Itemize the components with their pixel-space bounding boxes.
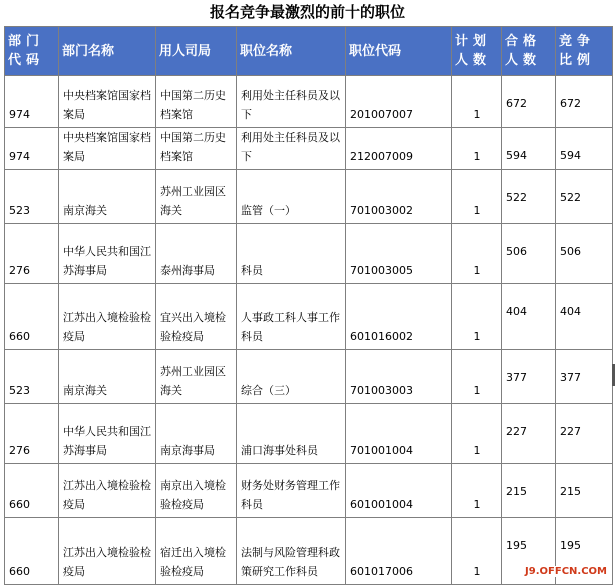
- table-row: [5, 128, 613, 170]
- cell-qualified-count: 672: [502, 76, 556, 128]
- table-row: [5, 350, 613, 404]
- cell-competition-ratio: 522: [556, 170, 613, 224]
- cell-plan-count: 1: [452, 284, 502, 350]
- cell-bureau: 南京出入境检验检疫局: [156, 464, 237, 518]
- cell-plan-count: 1: [452, 518, 502, 585]
- cell-position-code: 201007007: [346, 76, 452, 128]
- cell-qualified-count: 195: [502, 518, 556, 585]
- cell-position-name: 财务处财务管理工作科员: [237, 464, 346, 518]
- cell-dept-name: 中华人民共和国江苏海事局: [59, 224, 156, 284]
- cell-dept-name: 江苏出入境检验检疫局: [59, 464, 156, 518]
- table-body: [5, 76, 613, 585]
- cell-plan-count: 1: [452, 404, 502, 464]
- cell-bureau: 南京海事局: [156, 404, 237, 464]
- cell-bureau: 中国第二历史档案馆: [156, 76, 237, 128]
- cell-plan-count: 1: [452, 128, 502, 170]
- cell-position-code: 212007009: [346, 128, 452, 170]
- cell-dept-name: 江苏出入境检验检疫局: [59, 284, 156, 350]
- cell-competition-ratio: 506: [556, 224, 613, 284]
- cell-competition-ratio: 377: [556, 350, 613, 404]
- cell-qualified-count: 506: [502, 224, 556, 284]
- cell-plan-count: 1: [452, 170, 502, 224]
- table-row: [5, 76, 613, 128]
- header-plan-count: 计划人数: [452, 27, 502, 76]
- cell-qualified-count: 522: [502, 170, 556, 224]
- cell-dept-code: 974: [5, 128, 59, 170]
- cell-bureau: 苏州工业园区海关: [156, 170, 237, 224]
- cell-plan-count: 1: [452, 76, 502, 128]
- site-watermark: J9.OFFCN.COM: [525, 566, 607, 577]
- cell-position-name: 利用处主任科员及以下: [237, 128, 346, 170]
- cell-dept-name: 中央档案馆国家档案局: [59, 76, 156, 128]
- header-position-name: 职位名称: [237, 27, 346, 76]
- cell-dept-name: 南京海关: [59, 350, 156, 404]
- cell-bureau: 苏州工业园区海关: [156, 350, 237, 404]
- table-row: [5, 170, 613, 224]
- cell-dept-name: 中华人民共和国江苏海事局: [59, 404, 156, 464]
- cell-position-code: 601016002: [346, 284, 452, 350]
- cell-position-code: 601001004: [346, 464, 452, 518]
- cell-position-name: 法制与风险管理科政策研究工作科员: [237, 518, 346, 585]
- cell-dept-code: 660: [5, 518, 59, 585]
- cell-qualified-count: 227: [502, 404, 556, 464]
- cell-dept-code: 276: [5, 404, 59, 464]
- cell-dept-name: 南京海关: [59, 170, 156, 224]
- cell-dept-code: 276: [5, 224, 59, 284]
- cell-bureau: 宿迁出入境检验检疫局: [156, 518, 237, 585]
- cell-dept-code: 660: [5, 464, 59, 518]
- cell-bureau: 泰州海事局: [156, 224, 237, 284]
- table-row: [5, 284, 613, 350]
- cell-position-name: 科员: [237, 224, 346, 284]
- header-bureau: 用人司局: [156, 27, 237, 76]
- header-dept-name: 部门名称: [59, 27, 156, 76]
- table-header-row: [5, 27, 613, 76]
- cell-position-name: 人事政工科人事工作科员: [237, 284, 346, 350]
- cell-position-code: 701001004: [346, 404, 452, 464]
- cell-dept-name: 中央档案馆国家档案局: [59, 128, 156, 170]
- table-row: [5, 464, 613, 518]
- header-position-code: 职位代码: [346, 27, 452, 76]
- page-title: 报名竞争最激烈的前十的职位: [209, 3, 405, 21]
- table-row: [5, 224, 613, 284]
- cell-dept-code: 660: [5, 284, 59, 350]
- cell-position-code: 701003002: [346, 170, 452, 224]
- cell-bureau: 宜兴出入境检验检疫局: [156, 284, 237, 350]
- cell-position-name: 综合（三）: [237, 350, 346, 404]
- cell-dept-name: 江苏出入境检验检疫局: [59, 518, 156, 585]
- cell-dept-code: 974: [5, 76, 59, 128]
- cell-position-name: 利用处主任科员及以下: [237, 76, 346, 128]
- cell-qualified-count: 215: [502, 464, 556, 518]
- cell-qualified-count: 377: [502, 350, 556, 404]
- cell-plan-count: 1: [452, 350, 502, 404]
- cell-competition-ratio: 215: [556, 464, 613, 518]
- cell-position-code: 701003003: [346, 350, 452, 404]
- header-competition-ratio: 竞争比例: [556, 27, 613, 76]
- table-row: [5, 404, 613, 464]
- cell-competition-ratio: 195: [556, 518, 613, 585]
- cell-position-name: 浦口海事处科员: [237, 404, 346, 464]
- cell-position-name: 监管（一）: [237, 170, 346, 224]
- table-row: [5, 518, 613, 585]
- cell-qualified-count: 594: [502, 128, 556, 170]
- cell-dept-code: 523: [5, 350, 59, 404]
- cell-dept-code: 523: [5, 170, 59, 224]
- cell-position-code: 701003005: [346, 224, 452, 284]
- cell-competition-ratio: 594: [556, 128, 613, 170]
- cell-bureau: 中国第二历史档案馆: [156, 128, 237, 170]
- cell-competition-ratio: 404: [556, 284, 613, 350]
- cell-qualified-count: 404: [502, 284, 556, 350]
- cell-competition-ratio: 227: [556, 404, 613, 464]
- cell-plan-count: 1: [452, 464, 502, 518]
- positions-table: [4, 26, 613, 585]
- header-dept-code: 部门代码: [5, 27, 59, 76]
- cell-plan-count: 1: [452, 224, 502, 284]
- cell-competition-ratio: 672: [556, 76, 613, 128]
- header-qualified-count: 合格人数: [502, 27, 556, 76]
- cell-position-code: 601017006: [346, 518, 452, 585]
